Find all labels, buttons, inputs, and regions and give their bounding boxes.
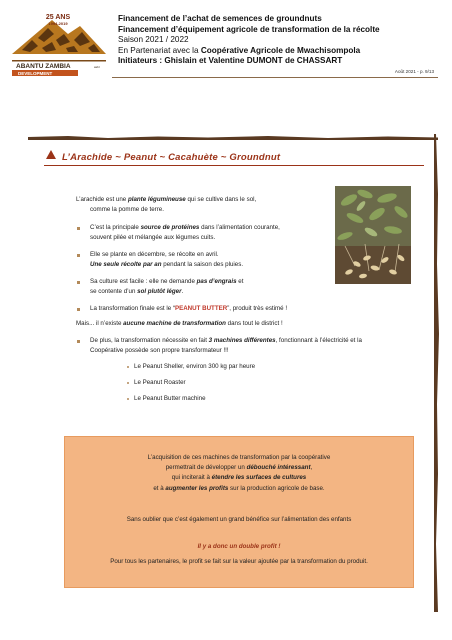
bullet-planting: Elle se plante en décembre, se récolte en avril. Une seule récolte par an pendant la saison des pluies. — [90, 251, 244, 268]
header-line-1: Financement de l’achat de semences de groundnuts — [118, 14, 322, 23]
intro-paragraph: L’arachide est une plante légumineuse qui se cultive dans le sol, comme la pomme de terre. — [76, 196, 257, 213]
document-header — [118, 14, 438, 67]
header-line-5: Initiateurs : Ghislain et Valentine DUMONT de CHASSART — [118, 56, 343, 66]
machine-butter: Le Peanut Butter machine — [134, 395, 206, 402]
machine-sheller: Le Peanut Sheller, environ 300 kg par heure — [134, 363, 256, 370]
svg-text:ABANTU ZAMBIA: ABANTU ZAMBIA — [16, 63, 71, 70]
box-line-4: et à augmenter les profits sur la production agricole de base. — [153, 485, 325, 492]
bullet-square-icon — [77, 340, 80, 343]
bullet-proteins: C’est la principale source de protéines dans l’alimentation courante, souvent pilée et mélangée aux légumes cuits. — [90, 224, 280, 241]
header-line-2: Financement d’équipement agricole de transformation de la récolte — [118, 24, 380, 34]
conclusion-box — [64, 436, 414, 588]
title-divider — [44, 165, 424, 166]
page-date: Août 2021 - p. 9/13 — [394, 69, 434, 74]
no-machine-paragraph: Mais... il n’existe aucune machine de transformation dans tout le district ! — [76, 320, 283, 327]
svg-text:1994-2019: 1994-2019 — [48, 21, 68, 26]
svg-text:25 ANS: 25 ANS — [45, 14, 71, 21]
header-divider — [112, 77, 438, 78]
bullet-square-icon — [77, 227, 80, 230]
machine-roaster: Le Peanut Roaster — [134, 379, 186, 386]
box-line-1: L’acquisition de ces machines de transformation par la coopérative — [147, 454, 331, 461]
header-line-4: En Partenariat avec la Coopérative Agricole de Mwachisompola — [118, 45, 361, 55]
section-title — [62, 150, 312, 165]
bullet-three-machines: De plus, la transformation nécessite en fait 3 machines différentes, fonctionnant à l’électricité et la Coopérative possède son propre transformateur !!! — [90, 337, 362, 354]
bullet-square-icon — [77, 308, 80, 311]
box-line-3: qui inciterait à étendre les surfaces de cultures — [171, 474, 307, 481]
header-line-3: Saison 2021 / 2022 — [118, 35, 189, 45]
svg-text:L’Arachide ~ Peanut ~ Cacahuèt: L’Arachide ~ Peanut ~ Cacahuète ~ Groundnut — [62, 152, 281, 162]
frame-top-border — [28, 134, 438, 140]
svg-text:asbl: asbl — [94, 65, 100, 69]
box-line-6: Il y a donc un double profit ! — [197, 543, 281, 550]
bullet-peanut-butter: La transformation finale est le “PEANUT BUTTER”, produit très estimé ! — [90, 305, 288, 312]
box-line-7: Pour tous les partenaires, le profit se fait sur la valeur ajoutée par la transformation du produit. — [110, 558, 368, 565]
box-line-5: Sans oublier que c’est également un grand bénéfice sur l’alimentation des enfants — [126, 516, 352, 523]
sub-bullet-dot-icon — [127, 398, 129, 400]
abantu-zambia-logo — [8, 10, 110, 76]
peanut-plant-photo — [335, 186, 411, 284]
sub-bullet-dot-icon — [127, 366, 129, 368]
sub-bullet-dot-icon — [127, 382, 129, 384]
box-line-2: permettrait de développer un débouché intéressant, — [165, 464, 313, 471]
bullet-square-icon — [77, 281, 80, 284]
svg-text:DEVELOPMENT: DEVELOPMENT — [18, 71, 53, 76]
bullet-square-icon — [77, 254, 80, 257]
frame-right-border — [434, 134, 440, 612]
bullet-easy-culture: Sa culture est facile : elle ne demande pas d’engrais et se contente d’un sol plutôt léger. — [90, 278, 244, 295]
warning-triangle-icon — [46, 150, 56, 159]
